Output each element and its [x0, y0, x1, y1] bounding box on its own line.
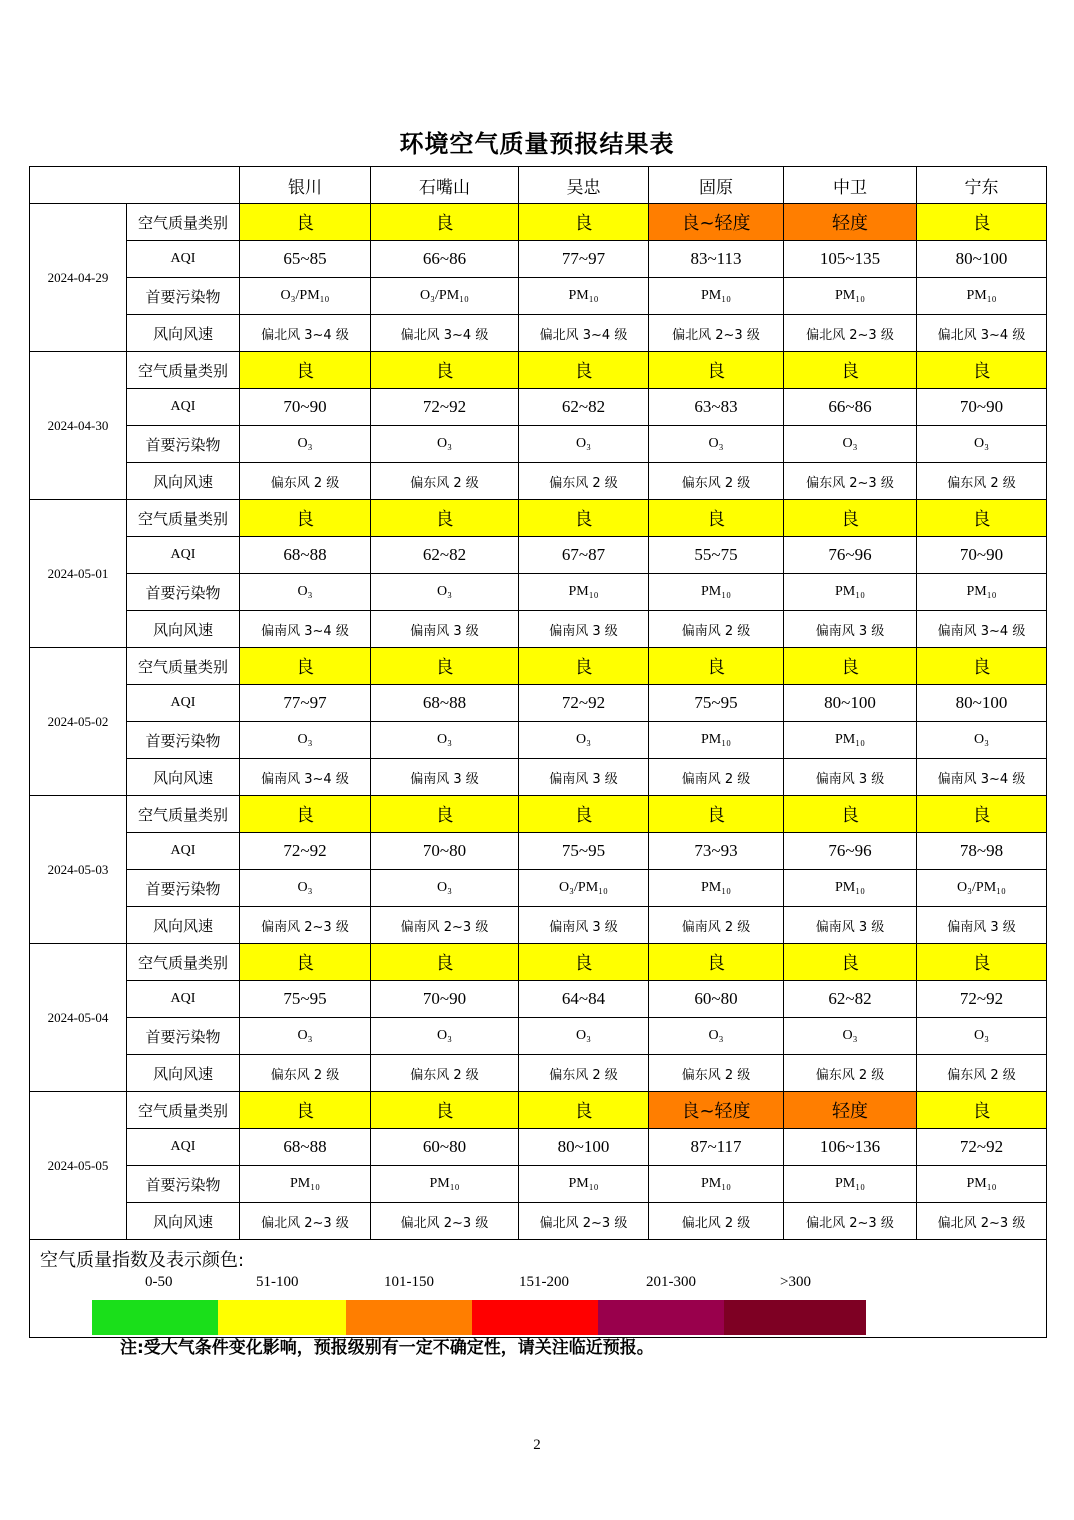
pollutant-cell: O₃	[649, 1018, 784, 1055]
row-label-category: 空气质量类别	[127, 1092, 240, 1129]
row-label-wind: 风向风速	[127, 463, 240, 500]
pollutant-cell: PM₁₀	[519, 278, 649, 315]
day-wind-row	[30, 611, 1047, 648]
day-wind-row	[30, 463, 1047, 500]
row-label-wind: 风向风速	[127, 1055, 240, 1092]
wind-cell: 偏东风 2 级	[371, 463, 519, 500]
pollutant-cell: O₃	[371, 426, 519, 463]
wind-cell: 偏北风 2~3 级	[371, 1203, 519, 1240]
wind-cell: 偏北风 3~4 级	[519, 315, 649, 352]
city-header: 石嘴山	[371, 167, 519, 204]
aqi-cell: 72~92	[917, 981, 1047, 1018]
legend-range-label: 151-200	[519, 1274, 569, 1290]
aqi-cell: 68~88	[240, 1129, 371, 1166]
aqi-cell: 75~95	[519, 833, 649, 870]
forecast-date: 2024-05-05	[30, 1092, 127, 1240]
day-wind-row	[30, 759, 1047, 796]
aqi-cell: 80~100	[917, 685, 1047, 722]
category-cell: 良~轻度	[649, 1092, 784, 1129]
wind-cell: 偏东风 2 级	[519, 463, 649, 500]
category-cell: 良	[371, 648, 519, 685]
day-wind-row	[30, 1055, 1047, 1092]
aqi-cell: 65~85	[240, 241, 371, 278]
aqi-cell: 62~82	[371, 537, 519, 574]
category-cell: 良	[371, 1092, 519, 1129]
aqi-cell: 72~92	[519, 685, 649, 722]
legend-range-label: >300	[780, 1274, 811, 1290]
legend-range-label: 201-300	[646, 1274, 696, 1290]
wind-cell: 偏南风 2~3 级	[240, 907, 371, 944]
category-cell: 良	[519, 944, 649, 981]
aqi-cell: 67~87	[519, 537, 649, 574]
category-cell: 良	[917, 1092, 1047, 1129]
legend-color-swatch	[598, 1300, 724, 1335]
category-cell: 良	[917, 204, 1047, 241]
category-cell: 良	[371, 352, 519, 389]
category-cell: 良	[519, 352, 649, 389]
pollutant-cell: PM₁₀	[519, 1166, 649, 1203]
aqi-cell: 62~82	[784, 981, 917, 1018]
category-cell: 良	[371, 944, 519, 981]
row-label-wind: 风向风速	[127, 907, 240, 944]
day-category-row	[30, 500, 1047, 537]
aqi-cell: 87~117	[649, 1129, 784, 1166]
pollutant-cell: O₃	[917, 722, 1047, 759]
wind-cell: 偏南风 3~4 级	[240, 611, 371, 648]
pollutant-cell: O₃	[371, 870, 519, 907]
row-label-pollutant: 首要污染物	[127, 1166, 240, 1203]
aqi-cell: 77~97	[240, 685, 371, 722]
pollutant-cell: PM₁₀	[371, 1166, 519, 1203]
day-wind-row	[30, 1203, 1047, 1240]
wind-cell: 偏北风 3~4 级	[917, 315, 1047, 352]
pollutant-cell: O₃/PM₁₀	[519, 870, 649, 907]
wind-cell: 偏南风 3 级	[784, 611, 917, 648]
wind-cell: 偏北风 3~4 级	[371, 315, 519, 352]
row-label-aqi: AQI	[127, 833, 240, 870]
pollutant-cell: O₃/PM₁₀	[240, 278, 371, 315]
pollutant-cell: PM₁₀	[784, 278, 917, 315]
day-aqi-row	[30, 685, 1047, 722]
row-label-aqi: AQI	[127, 389, 240, 426]
aqi-cell: 78~98	[917, 833, 1047, 870]
aqi-cell: 60~80	[649, 981, 784, 1018]
category-cell: 良	[240, 796, 371, 833]
wind-cell: 偏东风 2 级	[519, 1055, 649, 1092]
day-pollutant-row	[30, 574, 1047, 611]
day-pollutant-row	[30, 426, 1047, 463]
legend-color-swatch	[346, 1300, 472, 1335]
aqi-cell: 66~86	[371, 241, 519, 278]
row-label-category: 空气质量类别	[127, 204, 240, 241]
pollutant-cell: PM₁₀	[784, 574, 917, 611]
wind-cell: 偏南风 3 级	[371, 611, 519, 648]
pollutant-cell: PM₁₀	[649, 574, 784, 611]
wind-cell: 偏北风 2~3 级	[917, 1203, 1047, 1240]
day-category-row	[30, 648, 1047, 685]
wind-cell: 偏东风 2 级	[649, 463, 784, 500]
legend-color-swatch	[92, 1300, 218, 1335]
aqi-cell: 70~90	[371, 981, 519, 1018]
wind-cell: 偏南风 3~4 级	[917, 611, 1047, 648]
city-header: 银川	[240, 167, 371, 204]
day-pollutant-row	[30, 722, 1047, 759]
forecast-date: 2024-05-04	[30, 944, 127, 1092]
row-label-pollutant: 首要污染物	[127, 426, 240, 463]
legend-title: 空气质量指数及表示颜色:	[40, 1250, 245, 1271]
row-label-aqi: AQI	[127, 685, 240, 722]
wind-cell: 偏东风 2 级	[240, 463, 371, 500]
pollutant-cell: O₃	[917, 1018, 1047, 1055]
category-cell: 良	[917, 500, 1047, 537]
row-label-category: 空气质量类别	[127, 648, 240, 685]
day-pollutant-row	[30, 1166, 1047, 1203]
aqi-cell: 55~75	[649, 537, 784, 574]
day-aqi-row	[30, 981, 1047, 1018]
row-label-category: 空气质量类别	[127, 352, 240, 389]
pollutant-cell: PM₁₀	[649, 1166, 784, 1203]
pollutant-cell: O₃	[240, 574, 371, 611]
city-header: 宁东	[917, 167, 1047, 204]
header-corner	[30, 167, 240, 204]
aqi-cell: 72~92	[917, 1129, 1047, 1166]
category-cell: 良	[519, 648, 649, 685]
pollutant-cell: O₃	[519, 1018, 649, 1055]
wind-cell: 偏南风 3 级	[519, 759, 649, 796]
aqi-cell: 60~80	[371, 1129, 519, 1166]
wind-cell: 偏北风 2~3 级	[784, 315, 917, 352]
category-cell: 良	[240, 1092, 371, 1129]
pollutant-cell: PM₁₀	[917, 278, 1047, 315]
forecast-date: 2024-04-29	[30, 204, 127, 352]
aqi-cell: 68~88	[240, 537, 371, 574]
forecast-table	[29, 166, 1047, 1338]
wind-cell: 偏北风 2~3 级	[649, 315, 784, 352]
category-cell: 轻度	[784, 204, 917, 241]
row-label-pollutant: 首要污染物	[127, 1018, 240, 1055]
aqi-cell: 83~113	[649, 241, 784, 278]
pollutant-cell: PM₁₀	[519, 574, 649, 611]
wind-cell: 偏南风 3~4 级	[240, 759, 371, 796]
aqi-cell: 63~83	[649, 389, 784, 426]
aqi-cell: 73~93	[649, 833, 784, 870]
day-aqi-row	[30, 833, 1047, 870]
category-cell: 良	[784, 648, 917, 685]
pollutant-cell: PM₁₀	[917, 574, 1047, 611]
wind-cell: 偏北风 2~3 级	[240, 1203, 371, 1240]
category-cell: 轻度	[784, 1092, 917, 1129]
pollutant-cell: O₃	[240, 722, 371, 759]
day-category-row	[30, 1092, 1047, 1129]
category-cell: 良	[784, 796, 917, 833]
forecast-note: 注:受大气条件变化影响，预报级别有一定不确定性，请关注临近预报。	[120, 1338, 654, 1358]
wind-cell: 偏南风 2~3 级	[371, 907, 519, 944]
day-aqi-row	[30, 537, 1047, 574]
day-wind-row	[30, 907, 1047, 944]
wind-cell: 偏南风 2 级	[649, 611, 784, 648]
row-label-pollutant: 首要污染物	[127, 574, 240, 611]
aqi-cell: 80~100	[917, 241, 1047, 278]
category-cell: 良	[649, 796, 784, 833]
legend-color-swatch	[218, 1300, 346, 1335]
forecast-date: 2024-05-01	[30, 500, 127, 648]
pollutant-cell: O₃	[917, 426, 1047, 463]
row-label-pollutant: 首要污染物	[127, 278, 240, 315]
aqi-cell: 105~135	[784, 241, 917, 278]
category-cell: 良	[649, 648, 784, 685]
category-cell: 良	[784, 500, 917, 537]
pollutant-cell: O₃	[784, 426, 917, 463]
row-label-category: 空气质量类别	[127, 500, 240, 537]
legend-range-label: 101-150	[384, 1274, 434, 1290]
pollutant-cell: O₃	[240, 426, 371, 463]
pollutant-cell: O₃	[784, 1018, 917, 1055]
category-cell: 良	[917, 648, 1047, 685]
category-cell: 良	[649, 944, 784, 981]
aqi-cell: 64~84	[519, 981, 649, 1018]
aqi-cell: 70~90	[917, 537, 1047, 574]
pollutant-cell: O₃	[519, 426, 649, 463]
aqi-cell: 70~80	[371, 833, 519, 870]
day-pollutant-row	[30, 870, 1047, 907]
wind-cell: 偏东风 2 级	[917, 1055, 1047, 1092]
pollutant-cell: PM₁₀	[784, 722, 917, 759]
row-label-wind: 风向风速	[127, 611, 240, 648]
aqi-cell: 72~92	[240, 833, 371, 870]
aqi-cell: 76~96	[784, 537, 917, 574]
category-cell: 良	[519, 1092, 649, 1129]
category-cell: 良	[240, 204, 371, 241]
category-cell: 良	[784, 352, 917, 389]
category-cell: 良	[519, 796, 649, 833]
category-cell: 良	[371, 204, 519, 241]
forecast-date: 2024-05-03	[30, 796, 127, 944]
wind-cell: 偏东风 2 级	[917, 463, 1047, 500]
row-label-aqi: AQI	[127, 1129, 240, 1166]
pollutant-cell: PM₁₀	[917, 1166, 1047, 1203]
day-pollutant-row	[30, 278, 1047, 315]
category-cell: 良	[917, 796, 1047, 833]
city-header: 吴忠	[519, 167, 649, 204]
wind-cell: 偏北风 2~3 级	[519, 1203, 649, 1240]
wind-cell: 偏南风 2 级	[649, 907, 784, 944]
row-label-wind: 风向风速	[127, 315, 240, 352]
aqi-cell: 70~90	[240, 389, 371, 426]
category-cell: 良	[240, 648, 371, 685]
day-category-row	[30, 944, 1047, 981]
pollutant-cell: O₃	[649, 426, 784, 463]
row-label-aqi: AQI	[127, 981, 240, 1018]
category-cell: 良	[917, 944, 1047, 981]
wind-cell: 偏东风 2~3 级	[784, 463, 917, 500]
row-label-aqi: AQI	[127, 537, 240, 574]
day-category-row	[30, 796, 1047, 833]
day-aqi-row	[30, 1129, 1047, 1166]
pollutant-cell: PM₁₀	[784, 870, 917, 907]
category-cell: 良~轻度	[649, 204, 784, 241]
city-header: 中卫	[784, 167, 917, 204]
wind-cell: 偏南风 3 级	[519, 611, 649, 648]
row-label-category: 空气质量类别	[127, 944, 240, 981]
wind-cell: 偏东风 2 级	[371, 1055, 519, 1092]
wind-cell: 偏东风 2 级	[649, 1055, 784, 1092]
category-cell: 良	[649, 500, 784, 537]
pollutant-cell: PM₁₀	[649, 722, 784, 759]
category-cell: 良	[519, 500, 649, 537]
aqi-cell: 70~90	[917, 389, 1047, 426]
category-cell: 良	[784, 944, 917, 981]
pollutant-cell: O₃	[371, 722, 519, 759]
aqi-cell: 106~136	[784, 1129, 917, 1166]
row-label-category: 空气质量类别	[127, 796, 240, 833]
pollutant-cell: O₃	[371, 1018, 519, 1055]
day-aqi-row	[30, 241, 1047, 278]
pollutant-cell: PM₁₀	[649, 278, 784, 315]
legend-color-swatch	[472, 1300, 598, 1335]
legend-range-label: 51-100	[256, 1274, 299, 1290]
pollutant-cell: O₃	[371, 574, 519, 611]
pollutant-cell: O₃	[240, 1018, 371, 1055]
row-label-pollutant: 首要污染物	[127, 870, 240, 907]
category-cell: 良	[649, 352, 784, 389]
pollutant-cell: O₃/PM₁₀	[917, 870, 1047, 907]
wind-cell: 偏南风 3~4 级	[917, 759, 1047, 796]
page-number: 2	[533, 1437, 541, 1453]
day-category-row	[30, 352, 1047, 389]
row-label-aqi: AQI	[127, 241, 240, 278]
category-cell: 良	[240, 352, 371, 389]
wind-cell: 偏东风 2 级	[240, 1055, 371, 1092]
category-cell: 良	[240, 500, 371, 537]
wind-cell: 偏北风 2~3 级	[784, 1203, 917, 1240]
page-title: 环境空气质量预报结果表	[399, 130, 675, 158]
aqi-cell: 72~92	[371, 389, 519, 426]
wind-cell: 偏北风 2 级	[649, 1203, 784, 1240]
row-label-wind: 风向风速	[127, 1203, 240, 1240]
wind-cell: 偏南风 3 级	[917, 907, 1047, 944]
aqi-cell: 66~86	[784, 389, 917, 426]
city-header: 固原	[649, 167, 784, 204]
aqi-color-legend	[30, 1240, 1047, 1338]
pollutant-cell: PM₁₀	[784, 1166, 917, 1203]
forecast-date: 2024-04-30	[30, 352, 127, 500]
wind-cell: 偏北风 3~4 级	[240, 315, 371, 352]
row-label-wind: 风向风速	[127, 759, 240, 796]
legend-row	[30, 1240, 1047, 1338]
wind-cell: 偏东风 2 级	[784, 1055, 917, 1092]
day-pollutant-row	[30, 1018, 1047, 1055]
wind-cell: 偏南风 3 级	[371, 759, 519, 796]
aqi-cell: 75~95	[240, 981, 371, 1018]
wind-cell: 偏南风 3 级	[784, 759, 917, 796]
wind-cell: 偏南风 2 级	[649, 759, 784, 796]
day-wind-row	[30, 315, 1047, 352]
wind-cell: 偏南风 3 级	[519, 907, 649, 944]
category-cell: 良	[917, 352, 1047, 389]
wind-cell: 偏南风 3 级	[784, 907, 917, 944]
day-aqi-row	[30, 389, 1047, 426]
forecast-date: 2024-05-02	[30, 648, 127, 796]
aqi-cell: 62~82	[519, 389, 649, 426]
aqi-cell: 80~100	[519, 1129, 649, 1166]
category-cell: 良	[371, 796, 519, 833]
aqi-cell: 76~96	[784, 833, 917, 870]
header-row	[30, 167, 1047, 204]
day-category-row	[30, 204, 1047, 241]
pollutant-cell: O₃/PM₁₀	[371, 278, 519, 315]
pollutant-cell: O₃	[519, 722, 649, 759]
aqi-cell: 77~97	[519, 241, 649, 278]
aqi-cell: 68~88	[371, 685, 519, 722]
row-label-pollutant: 首要污染物	[127, 722, 240, 759]
category-cell: 良	[519, 204, 649, 241]
pollutant-cell: PM₁₀	[649, 870, 784, 907]
aqi-cell: 80~100	[784, 685, 917, 722]
aqi-cell: 75~95	[649, 685, 784, 722]
pollutant-cell: PM₁₀	[240, 1166, 371, 1203]
pollutant-cell: O₃	[240, 870, 371, 907]
category-cell: 良	[371, 500, 519, 537]
legend-range-label: 0-50	[145, 1274, 173, 1290]
category-cell: 良	[240, 944, 371, 981]
legend-color-swatch	[724, 1300, 866, 1335]
